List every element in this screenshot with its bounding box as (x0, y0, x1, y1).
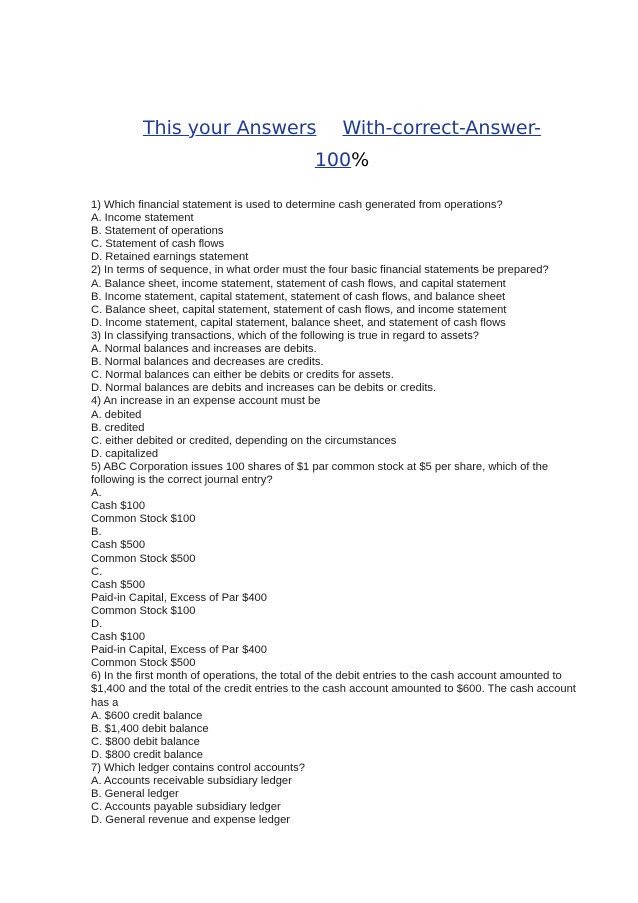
text-line: has a (91, 696, 119, 709)
text-line: D. General revenue and expense ledger (91, 814, 291, 827)
document-title (92, 112, 592, 176)
text-line: 5) ABC Corporation issues 100 shares of $1 par common stock at $5 per share, which of the (91, 460, 549, 473)
text-line: following is the correct journal entry? (91, 473, 273, 486)
text-line: C. Accounts payable subsidiary ledger (91, 801, 281, 814)
title-percent: % (351, 149, 370, 171)
text-line: C. either debited or credited, depending on the circumstances (91, 434, 397, 447)
text-line: B. credited (91, 421, 145, 434)
text-line: A. Normal balances and increases are debits. (91, 343, 317, 356)
text-line: B. $1,400 debit balance (91, 722, 209, 735)
text-line: C. Normal balances can either be debits or credits for assets. (91, 369, 394, 382)
text-line: D. (91, 618, 103, 630)
text-line: A. Accounts receivable subsidiary ledger (91, 775, 292, 788)
text-line: $1,400 and the total of the credit entries to the cash account amounted to $600. The cash account (91, 683, 576, 696)
text-line: D. capitalized (91, 447, 159, 460)
text-line: Cash $500 (91, 578, 146, 591)
text-line: Paid-in Capital, Excess of Par $400 (91, 591, 267, 604)
text-line: Common Stock $100 (91, 604, 196, 617)
title-part-100: 100 (314, 149, 352, 171)
text-line: 2) In terms of sequence, in what order must the four basic financial statements be prepared? (91, 264, 549, 277)
text-line: B. Normal balances and decreases are credits. (91, 356, 324, 369)
text-line: D. Normal balances are debits and increases can be debits or credits. (91, 382, 437, 395)
text-line: A. Income statement (91, 212, 194, 225)
text-line: 4) An increase in an expense account must be (91, 395, 321, 408)
text-line: Common Stock $100 (91, 513, 196, 526)
text-line: A. Balance sheet, income statement, statement of cash flows, and capital statement (91, 277, 506, 290)
text-line: C. (91, 565, 103, 578)
text-line: D. Income statement, capital statement, balance sheet, and statement of cash flows (91, 316, 506, 329)
text-line: C. Balance sheet, capital statement, statement of cash flows, and income statement (91, 303, 507, 316)
text-line: D. $800 credit balance (91, 748, 203, 761)
text-line: Common Stock $500 (91, 552, 196, 565)
text-line: B. General ledger (91, 788, 179, 801)
title-part-with-correct: With-correct-Answer- (342, 117, 542, 139)
text-line: A. $600 credit balance (91, 709, 203, 722)
text-line: A. (91, 487, 102, 500)
text-line: 3) In classifying transactions, which of the following is true in regard to assets? (91, 329, 480, 342)
text-line: B. Income statement, capital statement, statement of cash flows, and balance sheet (91, 290, 506, 303)
text-line: Paid-in Capital, Excess of Par $400 (91, 644, 267, 657)
text-line: 1) Which financial statement is used to determine cash generated from operations? (91, 199, 503, 211)
text-line: B. (91, 526, 102, 539)
text-line: Cash $100 (91, 631, 146, 644)
title-part-answers: This your Answers (142, 117, 317, 139)
text-line: 7) Which ledger contains control accounts? (91, 762, 305, 775)
text-line: Common Stock $500 (91, 657, 196, 670)
question-list (91, 199, 591, 828)
text-line: Cash $100 (91, 500, 146, 513)
text-line: C. Statement of cash flows (91, 238, 225, 251)
text-line: A. debited (91, 408, 142, 421)
text-line: Cash $500 (91, 539, 146, 552)
text-line: C. $800 debit balance (91, 735, 200, 748)
text-line: B. Statement of operations (91, 225, 224, 238)
text-line: D. Retained earnings statement (91, 251, 249, 264)
text-line: 6) In the first month of operations, the total of the debit entries to the cash account amounted to (91, 670, 562, 683)
